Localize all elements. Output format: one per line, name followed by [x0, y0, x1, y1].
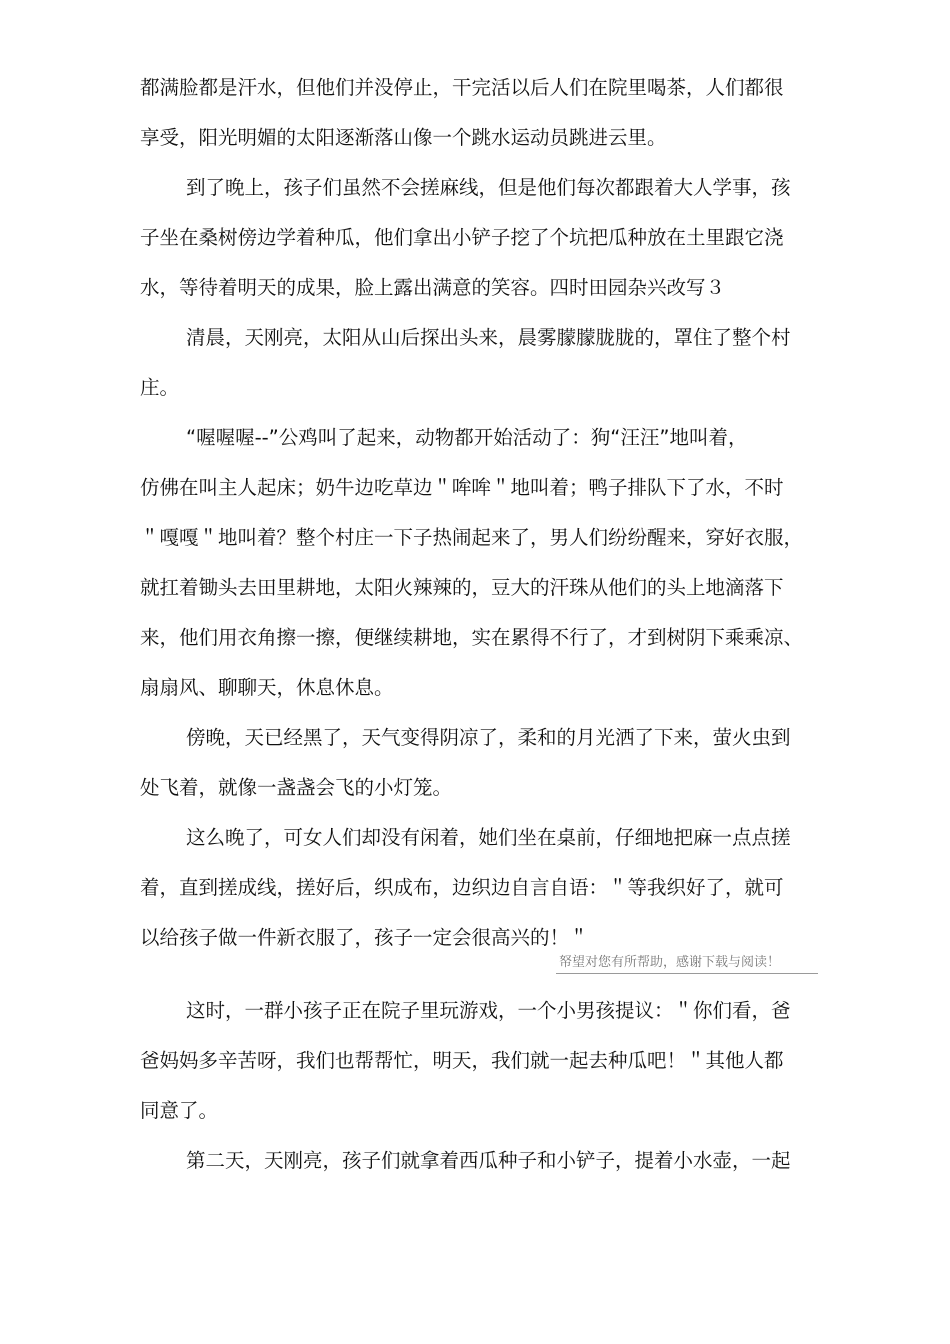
- paragraph-start-line: 到了晚上，孩子们虽然不会搓麻线，但是他们每次都跟着大人学事，孩: [186, 176, 791, 199]
- text-line: 就扛着锄头去田里耕地，太阳火辣辣的，豆大的汗珠从他们的头上地滴落下: [140, 576, 784, 599]
- text-line: 仿佛在叫主人起床；奶牛边吃草边＂哞哞＂地叫着；鸭子排队下了水，不时: [140, 476, 784, 499]
- text-line: 处飞着，就像一盏盏会飞的小灯笼。: [140, 776, 453, 799]
- paragraph-start-line: 第二天，天刚亮，孩子们就拿着西瓜种子和小铲子，提着小水壶，一起: [186, 1149, 791, 1172]
- text-line: 以给孩子做一件新衣服了，孩子一定会很高兴的！＂: [140, 926, 589, 949]
- download-thanks-note: 帑望对您有所帮助，感谢下载与阅读！: [559, 955, 781, 970]
- text-line: 扇扇风、聊聊天，休息休息。: [140, 676, 394, 699]
- paragraph-start-line: “喔喔喔--”公鸡叫了起来，动物都开始活动了：狗“汪汪”地叫着，: [186, 426, 748, 449]
- text-line: 着，直到搓成线，搓好后，织成布，边织边自言自语：＂等我织好了，就可: [140, 876, 784, 899]
- text-line: 水，等待着明天的成果，脸上露出满意的笑容。四时田园杂兴改写３: [140, 276, 726, 299]
- text-line: 庄。: [140, 376, 180, 399]
- paragraph-start-line: 这时，一群小孩子正在院子里玩游戏，一个小男孩提议：＂你们看，爸: [186, 999, 791, 1022]
- paragraph-start-line: 清晨，天刚亮，太阳从山后探出头来，晨雾朦朦胧胧的，罩住了整个村: [186, 326, 791, 349]
- text-line: 都满脸都是汗水，但他们并没停止，干完活以后人们在院里喝茶，人们都很: [140, 76, 784, 99]
- paragraph-start-line: 傍晚，天已经黑了，天气变得阴凉了，柔和的月光洒了下来，萤火虫到: [186, 726, 791, 749]
- text-line: 爸妈妈多辛苦呀，我们也帮帮忙，明天，我们就一起去种瓜吧！＂其他人都: [140, 1049, 784, 1072]
- text-line: 子坐在桑树傍边学着种瓜，他们拿出小铲子挖了个坑把瓜种放在土里跟它浇: [140, 226, 784, 249]
- footer-divider: [556, 973, 818, 974]
- text-line: 来，他们用衣角擦一擦，便继续耕地，实在累得不行了，才到树阴下乘乘凉、: [140, 626, 804, 649]
- text-line: 同意了。: [140, 1099, 219, 1122]
- text-line: 享受，阳光明媚的太阳逐渐落山像一个跳水运动员跳进云里。: [140, 126, 667, 149]
- text-line: ＂嘎嘎＂地叫着？整个村庄一下子热闹起来了，男人们纷纷醒来，穿好衣服，: [140, 526, 804, 549]
- paragraph-start-line: 这么晚了，可女人们却没有闲着，她们坐在桌前，仔细地把麻一点点搓: [186, 826, 791, 849]
